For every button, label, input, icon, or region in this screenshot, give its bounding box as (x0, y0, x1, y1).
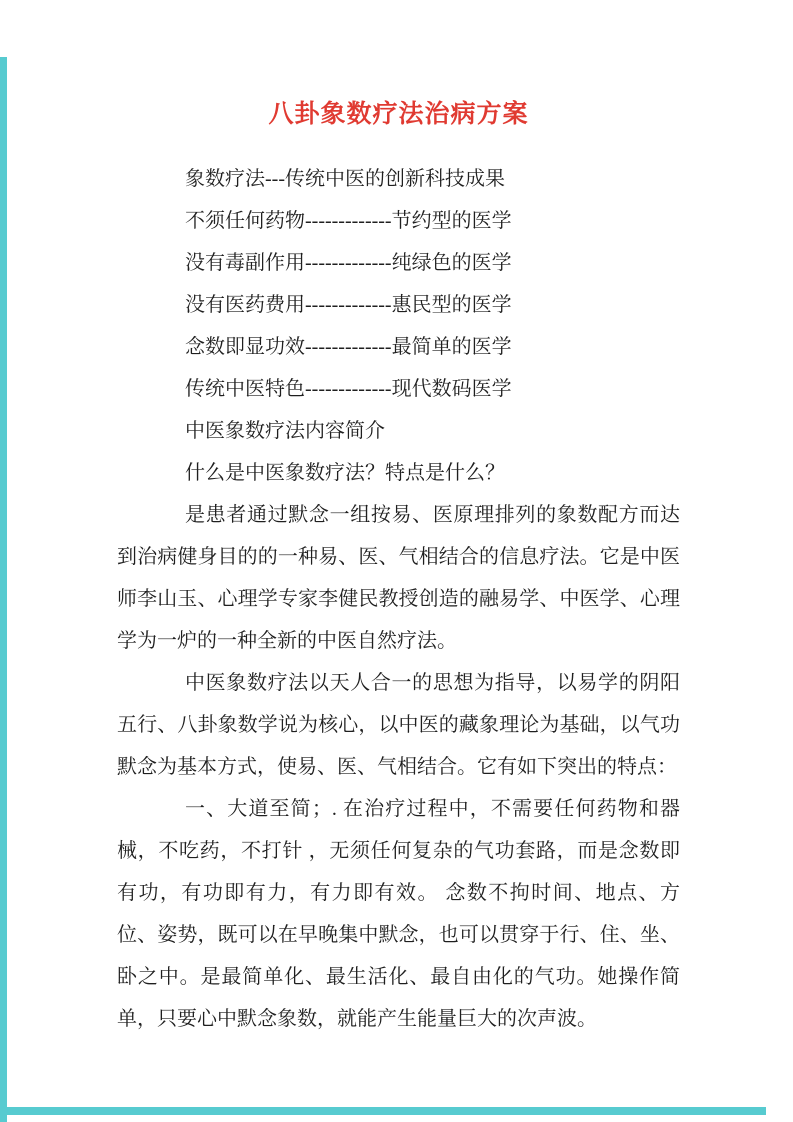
doc-line-feature-5: 传统中医特色-------------现代数码医学 (185, 378, 512, 400)
doc-line-feature-3: 没有医药费用-------------惠民型的医学 (185, 294, 512, 316)
doc-line-feature-4: 念数即显功效-------------最简单的医学 (185, 336, 512, 358)
document-title: 八卦象数疗法治病方案 (268, 101, 529, 128)
doc-line-question: 什么是中医象数疗法？特点是什么？ (185, 462, 505, 484)
doc-line-feature-1: 不须任何药物-------------节约型的医学 (185, 210, 512, 232)
doc-line-section-heading: 中医象数疗法内容简介 (185, 420, 385, 442)
doc-line-feature-2: 没有毒副作用-------------纯绿色的医学 (185, 252, 512, 274)
doc-line-subtitle: 象数疗法---传统中医的创新科技成果 (185, 168, 505, 190)
page-edge-border-bottom (0, 1107, 766, 1115)
doc-paragraph-theory: 中医象数疗法以天人合一的思想为指导，以易学的阴阳五行、八卦象数学说为核心，以中医的藏象理论为基础，以气功默念为基本方式，使易、医、气相结合。它有如下突出的特点： (117, 672, 680, 778)
document-content (117, 94, 680, 1040)
doc-paragraph-definition: 是患者通过默念一组按易、医原理排列的象数配方而达到治病健身目的的一种易、医、气相结合的信息疗法。它是中医师李山玉、心理学专家李健民教授创造的融易学、中医学、心理学为一炉的一种全新的中医自然疗法。 (117, 504, 680, 652)
page-edge-border-left (0, 57, 7, 1122)
doc-paragraph-feature-one: 一、大道至简；. 在治疗过程中，不需要任何药物和器械，不吃药，不打针 ，无须任何复杂的气功套路，而是念数即有功，有功即有力，有力即有效。 念数不拘时间、地点、方位、姿势，既可以在早晚集中默念，也可以贯穿于行、住、坐、卧之中。是最简单化、最生活化、最自由化的气功。她操作简单，只要心中默念象数，就能产生能量巨大的次声波。 (117, 798, 680, 1030)
